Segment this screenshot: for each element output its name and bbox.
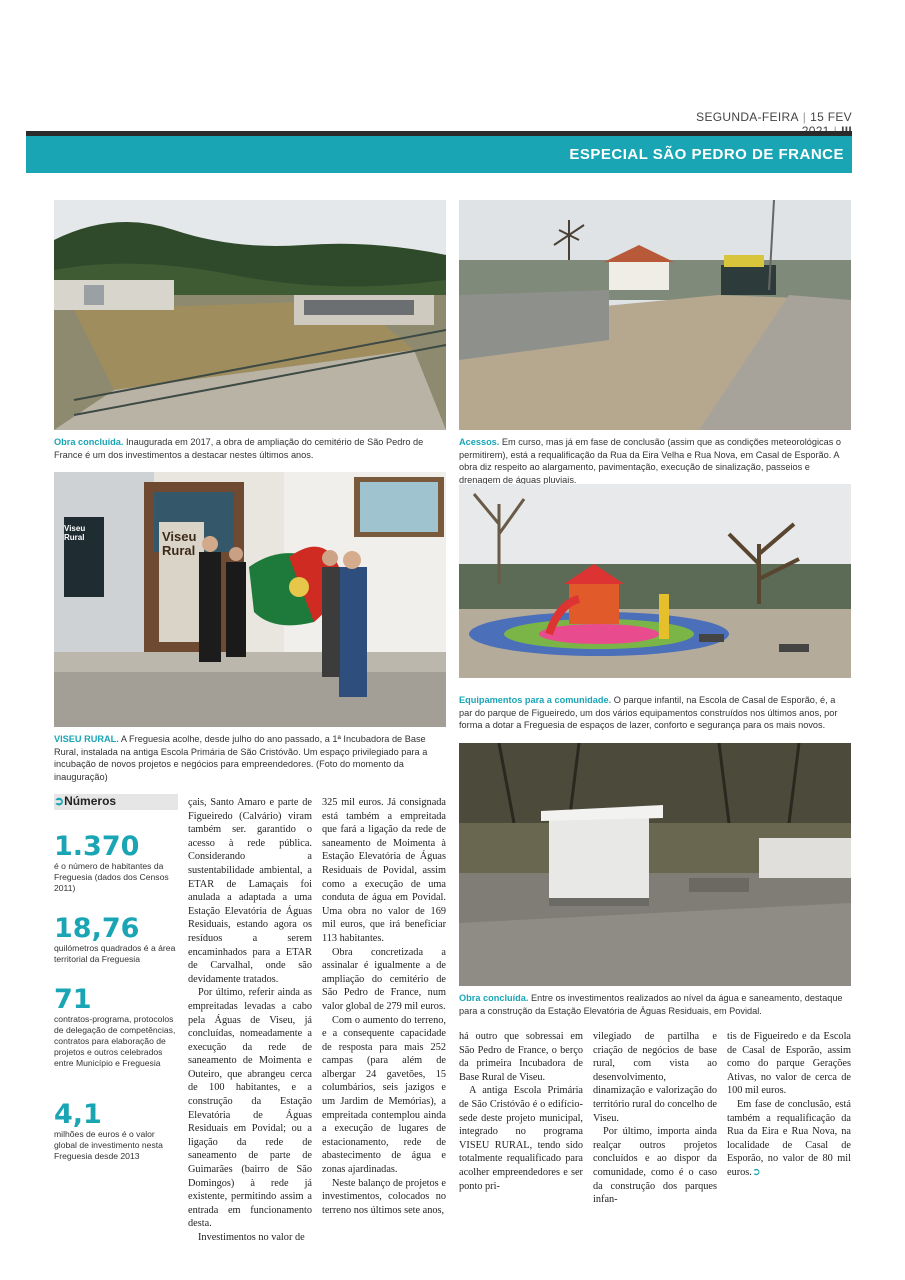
banner-word-1: Viseu [162,529,197,544]
stat-description: milhões de euros é o valor global de investimento nesta Freguesia desde 2013 [54,1129,163,1161]
article-column-4 [593,1030,717,1207]
cemetery-caption [54,436,446,461]
banner-word-2: Rural [64,533,85,542]
playground-caption [459,694,851,732]
paragraph: çais, Santo Amaro e parte de Figueiredo (Calvário) viram também ser. garantido o acesso à rede pública. Considerando a sustentabilidade ambiental, a ETAR de Lamaçais foi anulada a adaptada a uma Estação Elevatória de Águas Residuais, estando agora os resíduos a serem encaminhados para a ETAR de Carvalhal, onde são devidamente tratados. [188,797,312,985]
article-column-3 [459,1030,583,1193]
inauguration-photo [54,472,446,727]
caption-lead: VISEU RURAL. [54,734,119,744]
playground-photo [459,484,851,678]
stat-block [54,833,178,894]
end-mark-icon: ➲ [751,1166,761,1178]
paragraph: Neste balanço de projetos e investimentos, colocados no terreno nos últimos sete anos, [322,1177,446,1216]
stat-description: quilómetros quadrados é a área territorial da Freguesia [54,943,176,964]
article-column-5 [727,1030,851,1180]
paragraph: 325 mil euros. Já consignada está também a empreitada que fará a ligação da rede de saneamento de Moimenta à Estação Elevatória de Águas Residuais de Povidal, assim como a execução de uma conduta de água em Povidal. Uma obra no valor de 169 mil euros, que irá beneficiar 113 habitantes. [322,797,446,944]
stat-description: é o número de habitantes da Freguesia (dados dos Censos 2011) [54,861,169,893]
stat-block [54,1101,178,1162]
paragraph-text: Em fase de conclusão, está também a requalificação da Rua da Eira e Rua Nova, na localidade de Casal de Esporão, no valor de 80 mil euros. [727,1098,851,1178]
stat-value: 1.370 [54,831,140,862]
numbers-title: Números [64,794,117,808]
inauguration-caption [54,733,446,783]
caption-text: Entre os investimentos realizados ao nível da água e saneamento, destaque para a construção da Estação Elevatória de Águas Residuais, em Povidal. [459,993,843,1016]
arrow-icon: ➲ [54,794,65,808]
caption-text: O parque infantil, na Escola de Casal de Esporão, é, a par do parque de Figueiredo, um dos vários equipamentos construídos nos últimos anos, por forma a dotar a Freguesia de espaços de lazer, conforto e segurança para os mais novos. [459,695,838,730]
station-photo [459,743,851,986]
paragraph [727,1098,851,1180]
caption-lead: Acessos. [459,437,500,447]
paragraph: Por último, referir ainda as empreitadas levadas a cabo pela Águas de Viseu, já concluídas, nomeadamente a execução da rede de saneamento de Moimenta e Outeiro, que abrangeu cerca de 100 habitantes, e a construção da Estação Elevatória de Águas Residuais em Povidal; ou a ligação da rede de saneamento de parte de Guimarães (bairro de São Domingos) à rede já existente, permitindo assim a entrada em funcionamento desta. [188,987,312,1230]
numbers-heading [54,794,178,810]
paragraph: A antiga Escola Primária de São Cristóvão é o edifício-sede deste projeto municipal, integrado no programa VISEU RURAL, tendo sido totalmente requalificado para acolher empreendedores e ser ponto pri- [459,1085,583,1192]
caption-lead: Obra concluída. [459,993,529,1003]
article-column-2 [322,796,446,1217]
cemetery-photo [54,200,446,430]
caption-text: A Freguesia acolhe, desde julho do ano passado, a 1ª Incubadora de Base Rural, instalada na antiga Escola Primária de São Cristóvão. Um espaço privilegiado para a incubação de novos projetos e negócios para empreendedores. (Foto do momento da inauguração) [54,734,428,782]
paragraph: Investimentos no valor de [198,1232,305,1243]
banner-text-small [64,524,85,542]
paragraph: Com o aumento do terreno, e a consequente capacidade de resposta para mais 252 campas (para além de albergar 24 gavetões, 15 columbários, seis jazigos e um Jardim de Memórias), a empreitada contemplou ainda a execução de lugares de estacionamento, rede de abastecimento de água e zonas ajardinadas. [322,1014,446,1176]
banner-text-large [162,530,196,558]
header-day: SEGUNDA-FEIRA [696,110,799,124]
section-title: ESPECIAL SÃO PEDRO DE FRANCE [569,146,844,163]
caption-lead: Equipamentos para a comunidade. [459,695,612,705]
stat-value: 71 [54,984,92,1015]
page-header: SEGUNDA-FEIRA | 15 FEV [672,110,852,138]
caption-text: Em curso, mas já em fase de conclusão (assim que as condições meteorológicas o permitirem), está a requalificação da Rua da Eira Velha e Rua Nova, em Casal de Esporão. A obra diz respeito ao alargamento, pavimentação, execução de sinalização, passeios e drenagem de águas pluviais. [459,437,841,485]
stat-value: 4,1 [54,1099,102,1130]
stat-block [54,915,178,965]
stat-block [54,986,178,1069]
paragraph: Obra concretizada a assinalar é igualmente a de ampliação do cemitério de São Pedro de France, num valor global de 279 mil euros. [322,946,446,1012]
stat-value: 18,76 [54,913,140,944]
road-caption [459,436,851,486]
banner-word-2: Rural [162,543,196,558]
header-date: 15 FEV [810,110,852,124]
station-caption [459,992,851,1017]
caption-lead: Obra concluída. [54,437,124,447]
road-photo [459,200,851,430]
paragraph: há outro que sobressai em São Pedro de France, o berço da primeira Incubadora de Base Rural de Viseu. [459,1031,583,1083]
banner-word-1: Viseu [64,524,86,533]
paragraph: tis de Figueiredo e da Escola de Casal de Esporão, assim como do parque Gerações Ativas, no valor de cerca de 100 mil euros. [727,1031,851,1097]
paragraph: vilegiado de partilha e criação de negócios de base rural, com vista ao desenvolvimento, dinamização e valorização do território rural do concelho de Viseu. [593,1031,717,1124]
stat-description: contratos-programa, protocolos de delegação de competências, contratos para elaboração de projetos e outros celebrados entre Município e Freguesia [54,1014,176,1068]
caption-text: Inaugurada em 2017, a obra de ampliação do cemitério de São Pedro de France é um dos investimentos a destacar nestes últimos anos. [54,437,424,460]
section-banner [26,136,852,173]
paragraph: Por último, importa ainda realçar outros projetos concluídos e ao dispor da comunidade, como é o caso da construção dos parques infan- [593,1126,717,1206]
article-column-1 [188,796,312,1245]
